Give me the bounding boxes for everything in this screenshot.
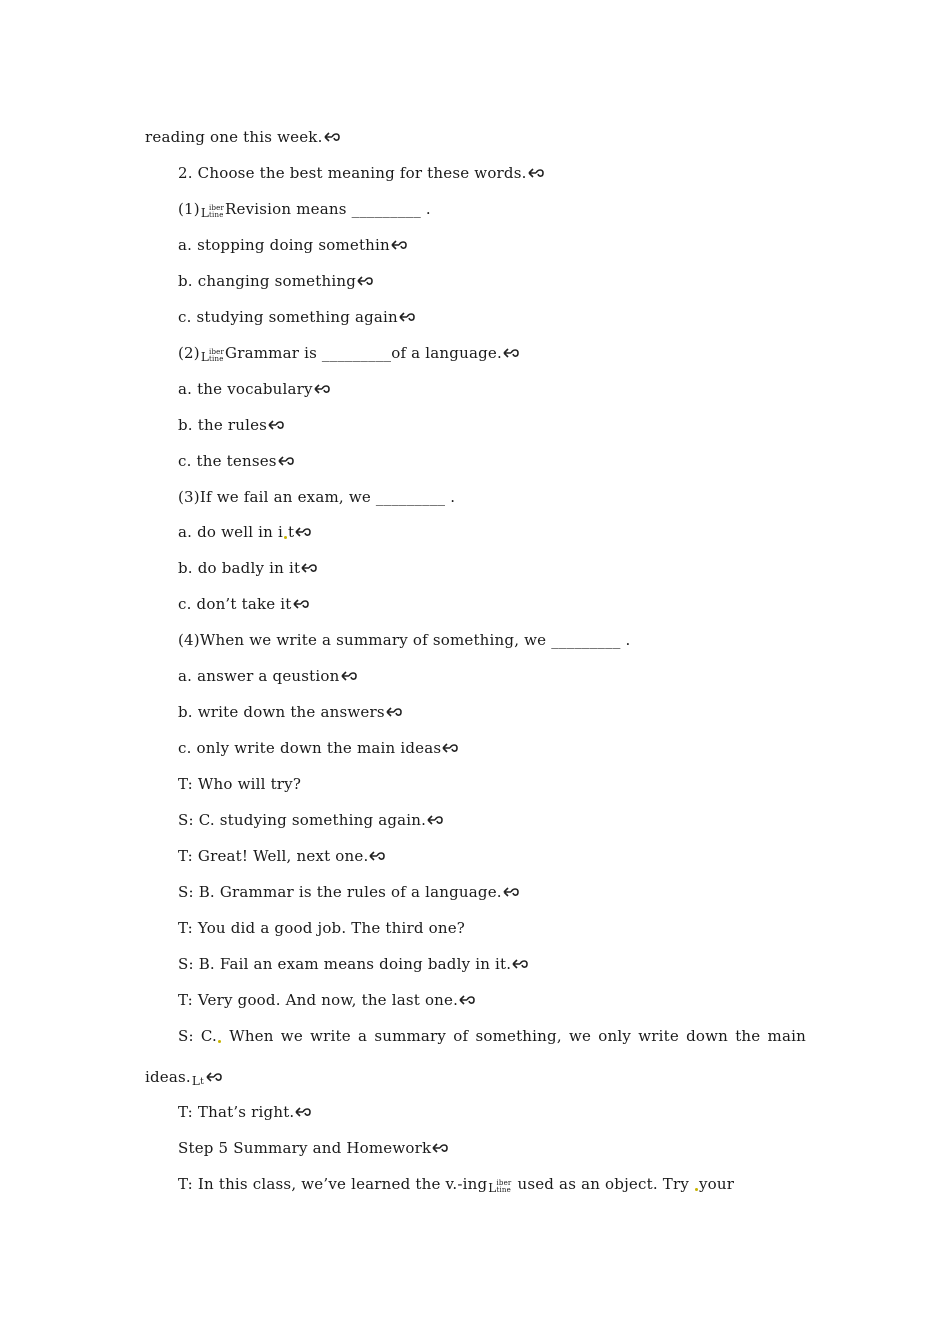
text-line: T: Very good. And now, the last one. bbox=[178, 990, 476, 1010]
stamp-glyph: L iber tine bbox=[200, 348, 225, 364]
text-line: S: B. Fail an exam means doing badly in it. bbox=[178, 954, 529, 974]
dot-mark bbox=[218, 1040, 221, 1043]
text-line: reading one this week. bbox=[145, 127, 341, 147]
text-line: S: B. Grammar is the rules of a language. bbox=[178, 882, 520, 902]
text-line: 2. Choose the best meaning for these words. bbox=[178, 163, 545, 183]
text-line: b. the rules bbox=[178, 415, 285, 435]
return-mark-icon bbox=[528, 168, 545, 179]
text-line: a. the vocabulary bbox=[178, 379, 331, 399]
text-line: ideas. L t bbox=[145, 1067, 223, 1087]
return-mark-icon bbox=[427, 815, 444, 826]
return-mark-icon bbox=[369, 851, 386, 862]
text-line: (4)When we write a summary of something, we _________ . bbox=[178, 631, 631, 649]
text-line: S: C. studying something again. bbox=[178, 810, 444, 830]
return-mark-icon bbox=[314, 384, 331, 395]
return-mark-icon bbox=[503, 348, 520, 359]
return-mark-icon bbox=[512, 959, 529, 970]
dot-mark bbox=[284, 536, 287, 539]
text-line: a. answer a qeustion bbox=[178, 666, 358, 686]
return-mark-icon bbox=[324, 132, 341, 143]
return-mark-icon bbox=[391, 240, 408, 251]
return-mark-icon bbox=[357, 276, 374, 287]
text-line: c. studying something again bbox=[178, 307, 416, 327]
text-line: T: That’s right. bbox=[178, 1102, 312, 1122]
text-line: T: Who will try? bbox=[178, 775, 302, 793]
text-line: c. the tenses bbox=[178, 451, 295, 471]
text-line: (2) L iber tine Grammar is _________of a language. bbox=[178, 343, 520, 363]
return-mark-icon bbox=[295, 527, 312, 538]
text-line: T: You did a good job. The third one? bbox=[178, 919, 466, 937]
text-line: a. do well in i t bbox=[178, 522, 312, 542]
return-mark-icon bbox=[459, 995, 476, 1006]
dot-mark bbox=[695, 1188, 698, 1191]
return-mark-icon bbox=[442, 743, 459, 754]
text-line: T: In this class, we’ve learned the v.-ing L iber tine used as an object. Try your bbox=[178, 1175, 735, 1195]
stamp-glyph: L iber tine bbox=[488, 1179, 512, 1195]
text-line: c. don’t take it bbox=[178, 594, 310, 614]
text-line: (3)If we fail an exam, we _________ . bbox=[178, 488, 456, 506]
text-line-justified: S: C. When we write a summary of something, we only write down the main bbox=[178, 1027, 806, 1045]
return-mark-icon bbox=[399, 312, 416, 323]
return-mark-icon bbox=[293, 599, 310, 610]
return-mark-icon bbox=[301, 563, 318, 574]
stamp-glyph: L iber tine bbox=[200, 204, 225, 220]
return-mark-icon bbox=[341, 671, 358, 682]
text-line: Step 5 Summary and Homework bbox=[178, 1138, 449, 1158]
text-line: b. do badly in it bbox=[178, 558, 318, 578]
return-mark-icon bbox=[278, 456, 295, 467]
return-mark-icon bbox=[432, 1143, 449, 1154]
text-line: (1) L iber tine Revision means _________ . bbox=[178, 200, 431, 220]
text-line: c. only write down the main ideas bbox=[178, 738, 459, 758]
return-mark-icon bbox=[503, 887, 520, 898]
return-mark-icon bbox=[206, 1072, 223, 1083]
return-mark-icon bbox=[386, 707, 403, 718]
text-line: b. changing something bbox=[178, 271, 374, 291]
text-line: T: Great! Well, next one. bbox=[178, 846, 386, 866]
text-line: a. stopping doing somethin bbox=[178, 235, 408, 255]
return-mark-icon bbox=[295, 1107, 312, 1118]
stamp-glyph: L t bbox=[191, 1074, 204, 1088]
text-line: b. write down the answers bbox=[178, 702, 403, 722]
return-mark-icon bbox=[268, 420, 285, 431]
